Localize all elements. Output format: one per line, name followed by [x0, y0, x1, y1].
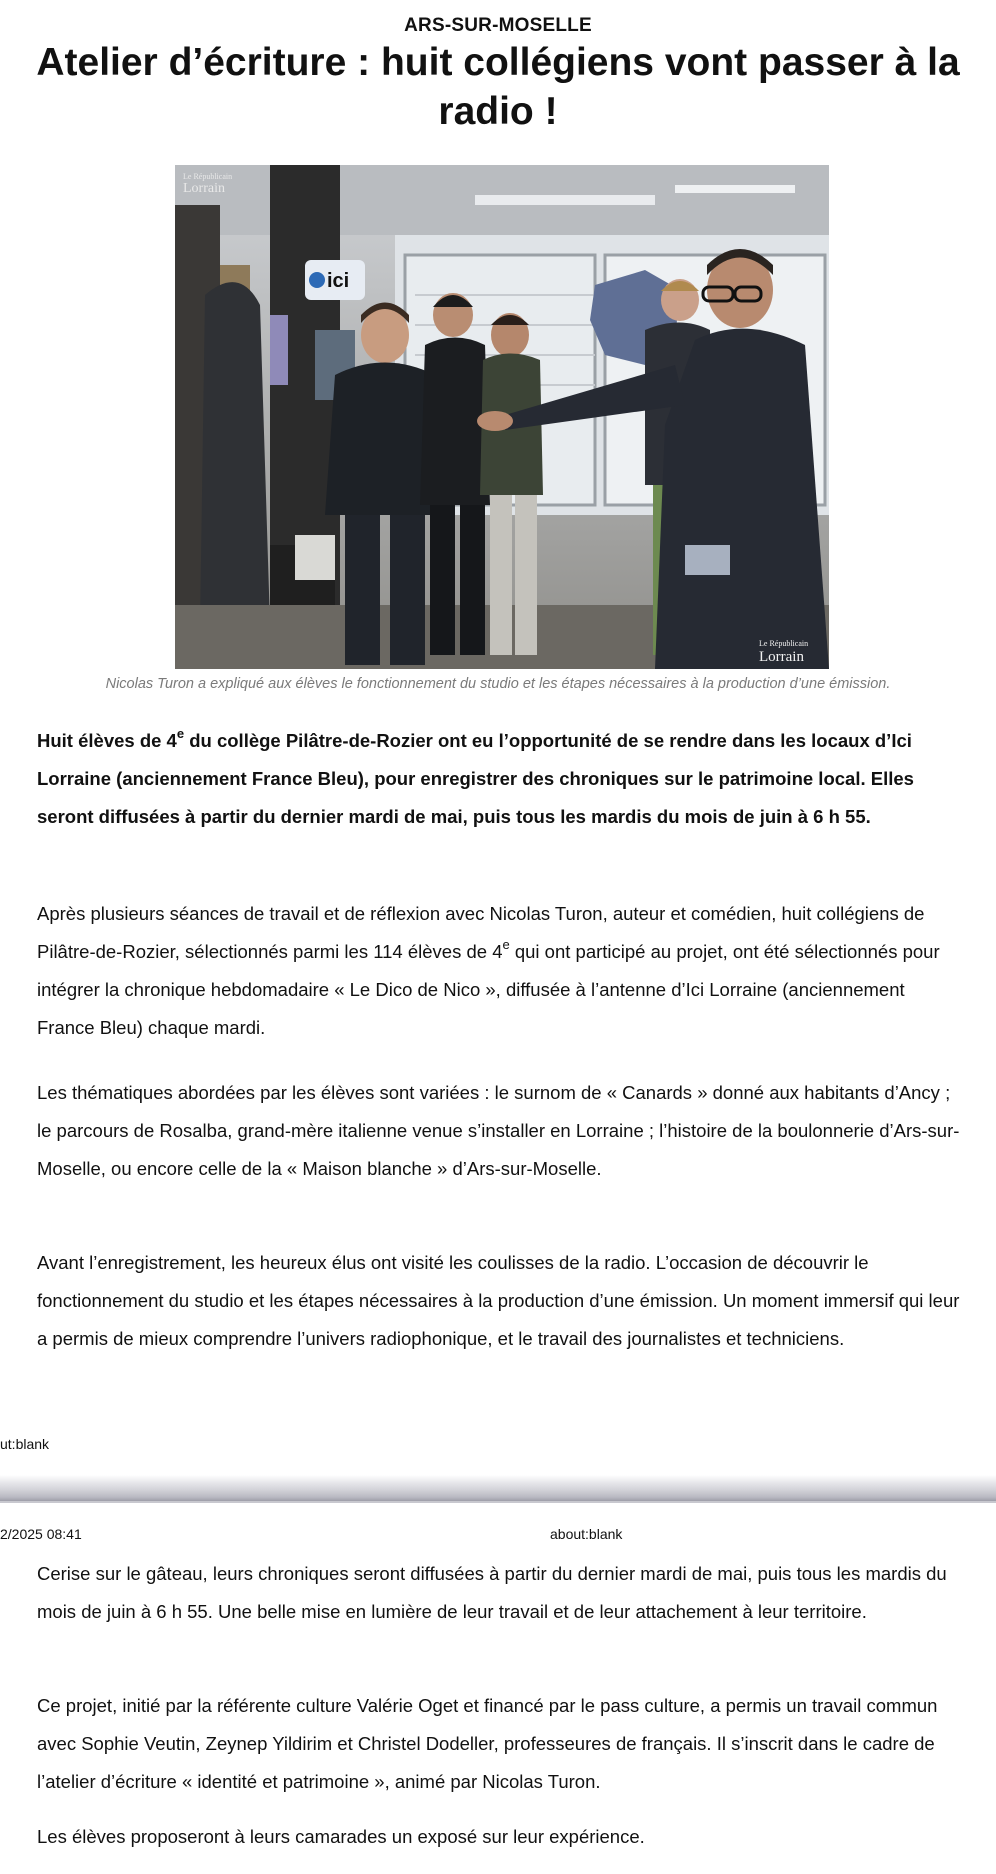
article-paragraph-3: Avant l’enregistrement, les heureux élus ont visité les coulisses de la radio. L’occasion de découvrir le fonctionnement du studio et les étapes nécessaires à la production d’une émission. Un moment immersif qui leur a permis de mieux comprendre l’univers radiophonique, et le travail des journalistes et techniciens.: [37, 1252, 960, 1349]
article-photo: [175, 165, 829, 669]
article-paragraph-2: Les thématiques abordées par les élèves sont variées : le surnom de « Canards » donné aux habitants d’Ancy ; le parcours de Rosalba, grand-mère italienne venue s’installer en Lorraine ; l’histoire de la boulonnerie d’Ars-sur-Moselle, ou encore celle de la « Maison blanche » d’Ars-sur-Moselle.: [37, 1082, 960, 1179]
watermark-top-icon: Le Républicain: [183, 172, 233, 181]
lede-text-2: du collège Pilâtre-de-Rozier ont eu l’opportunité de se rendre dans les locaux d’Ici Lorraine (anciennement France Bleu), pour enregistrer des chroniques sur le patrimoine local. Elles seront diffusées à partir du dernier mardi de mai, puis tous les mardis du mois de juin à 6 h 55.: [37, 730, 914, 827]
article-kicker: ARS-SUR-MOSELLE: [404, 15, 592, 36]
print-page-2: [0, 1503, 996, 1874]
photo-caption: Nicolas Turon a expliqué aux élèves le fonctionnement du studio et les étapes nécessaires à la production d’une émission.: [105, 676, 891, 692]
article-paragraph-6: Les élèves proposeront à leurs camarades un exposé sur leur expérience.: [37, 1826, 645, 1847]
article-paragraph-5: Ce projet, initié par la référente culture Valérie Oget et financé par le pass culture, a permis un travail commun avec Sophie Veutin, Zeynep Yildirim et Christel Dodeller, professeures de français. Il s’inscrit dans le cadre de l’atelier d’écriture « identité et patrimoine », animé par Nicolas Turon.: [37, 1695, 938, 1792]
watermark-bottom-lorrain: Lorrain: [759, 649, 804, 665]
paragraph-1-text-2: qui ont participé au projet, ont été sélectionnés pour intégrer la chronique hebdomadaire « Le Dico de Nico », diffusée à l’antenne d’Ici Lorraine (anciennement France Bleu) chaque mardi.: [37, 941, 940, 1038]
paragraph-1-text-1: Après plusieurs séances de travail et de réflexion avec Nicolas Turon, auteur et comédien, huit collégiens de Pilâtre-de-Rozier, sélectionnés parmi les 114 élèves de 4: [37, 903, 925, 962]
article-paragraph-1: [37, 895, 967, 1047]
article-title: Atelier d’écriture : huit collégiens vont passer à la radio !: [36, 41, 960, 133]
article-paragraph-4: Cerise sur le gâteau, leurs chroniques seront diffusées à partir du dernier mardi de mai, puis tous les mardis du mois de juin à 6 h 55. Une belle mise en lumière de leur travail et de leur attachement à leur territoire.: [37, 1563, 947, 1622]
page-break-separator: [0, 1475, 996, 1501]
print-header-url: about:blank: [550, 1526, 623, 1542]
classroom-visit-photo: [175, 165, 829, 669]
watermark-bottom-icon: Le Républicain: [759, 639, 809, 648]
article-lede: [37, 722, 967, 836]
lede-superscript: e: [176, 725, 185, 741]
watermark-top-lorrain: Lorrain: [183, 181, 225, 196]
paragraph-1-superscript: e: [502, 936, 510, 952]
poster-ici-text: ici: [327, 270, 350, 292]
lede-text-1: Huit élèves de 4: [37, 730, 177, 751]
print-header-datetime: 2/2025 08:41: [0, 1526, 82, 1542]
print-footer-url: ut:blank: [0, 1436, 50, 1452]
